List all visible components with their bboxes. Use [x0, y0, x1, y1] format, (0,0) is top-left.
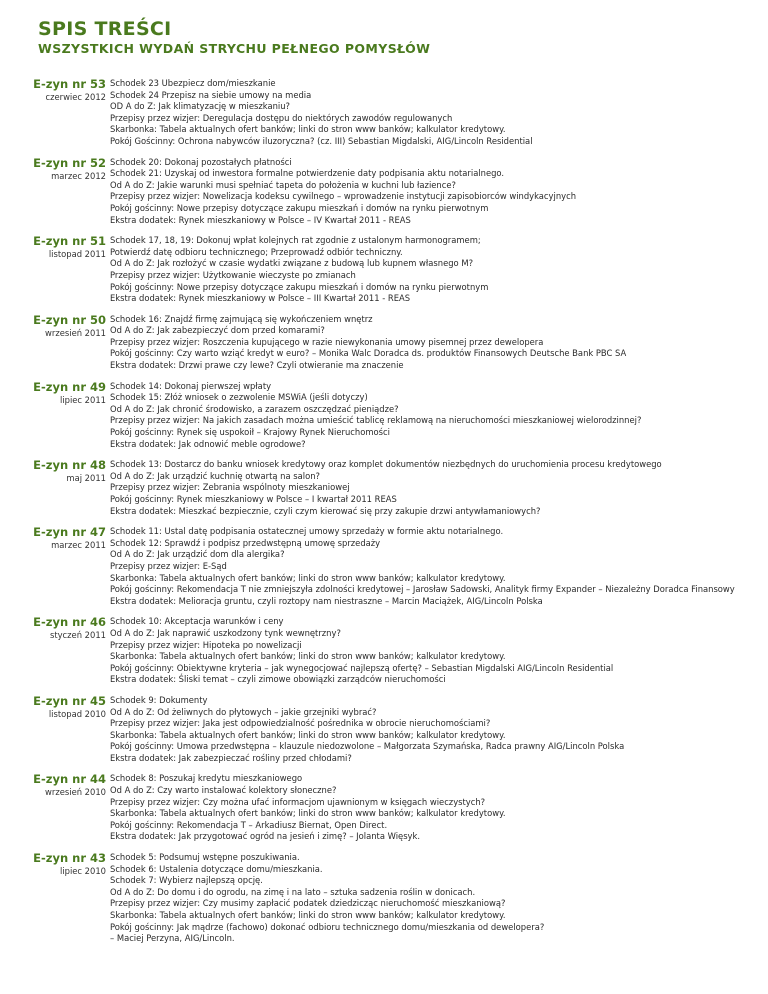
issue-meta [0, 157, 106, 182]
content-line: – Maciej Perzyna, AIG/Lincoln. [110, 933, 235, 944]
content-line: Schodek 8: Poszukaj kredytu mieszkaniowego [110, 773, 303, 784]
content-line: Skarbonka: Tabela aktualnych ofert banków; linki do stron www banków; kalkulator kredytowy. [110, 808, 506, 819]
issue-name: E-zyn nr 52 [33, 155, 106, 170]
content-line: Ekstra dodatek: Jak odnowić meble ogrodowe? [110, 438, 306, 449]
content-line: Ekstra dodatek: Śliski temat – czyli zimowe obowiązki zarządców nieruchomości [110, 674, 446, 685]
issue-date: maj 2011 [66, 473, 106, 484]
content-line: Przepisy przez wizjer: E-Sąd [110, 560, 227, 571]
issue-meta [0, 78, 106, 103]
issue-contents [110, 526, 768, 607]
content-line: Skarbonka: Tabela aktualnych ofert banków; linki do stron www banków; kalkulator kredytowy. [110, 651, 506, 662]
issue-name: E-zyn nr 43 [33, 851, 106, 866]
issue-name: E-zyn nr 47 [33, 525, 106, 540]
issue-contents [110, 459, 768, 517]
content-line: Przepisy przez wizjer: Nowelizacja kodeksu cywilnego – wprowadzenie instytucji zapisobiorców windykacyjnych [110, 191, 576, 202]
content-line: OD A do Z: Jak klimatyzację w mieszkaniu? [110, 101, 290, 112]
content-line: Pokój gościnny: Rynek się uspokoił – Krajowy Rynek Nieruchomości [110, 427, 390, 438]
issue-name: E-zyn nr 44 [33, 772, 106, 787]
content-line: Przepisy przez wizjer: Hipoteka po nowelizacji [110, 639, 302, 650]
page-subtitle: WSZYSTKICH WYDAŃ STRYCHU PEŁNEGO POMYSŁÓW [38, 41, 431, 56]
issue-meta [0, 695, 106, 720]
issue-contents [110, 235, 768, 305]
content-line: Ekstra dodatek: Rynek mieszkaniowy w Polsce – III Kwartał 2011 - REAS [110, 293, 411, 304]
content-line: Pokój Gościnny: Ochrona nabywców iluzoryczna? (cz. III) Sebastian Migdalski, AIG/Lincoln Residential [110, 135, 533, 146]
content-line: Od A do Z: Jak zabezpieczyć dom przed komarami? [110, 325, 325, 336]
issue-name: E-zyn nr 51 [33, 234, 106, 249]
issue-name: E-zyn nr 48 [33, 458, 106, 473]
content-line: Od A do Z: Jak urządzić kuchnię otwartą na salon? [110, 470, 320, 481]
issue-entry [0, 381, 768, 451]
issue-meta [0, 526, 106, 551]
content-line: Pokój gościnny: Rekomendacja T nie zmniejszyła zdolności kredytowej – Jarosław Sadowski, Analityk firmy Expander – Niezależny Doradca Finansowy [110, 584, 735, 595]
issue-date: listopad 2011 [48, 249, 106, 260]
issue-date: wrzesień 2010 [45, 787, 106, 798]
issue-date: wrzesień 2011 [45, 327, 106, 338]
issue-entry [0, 526, 768, 607]
content-line: Od A do Z: Do domu i do ogrodu, na zimę i na lato – sztuka sadzenia roślin w donicach. [110, 886, 476, 897]
content-line: Ekstra dodatek: Mieszkać bezpiecznie, czyli czym kierować się przy zakupie drzwi antywłamaniowych? [110, 505, 541, 516]
content-line: Pokój gościnny: Umowa przedwstępna – klauzule niedozwolone – Małgorzata Szymańska, Radca prawny AIG/Lincoln Polska [110, 741, 625, 752]
content-line: Skarbonka: Tabela aktualnych ofert banków; linki do stron www banków; kalkulator kredytowy. [110, 729, 506, 740]
content-line: Ekstra dodatek: Jak zabezpieczać rośliny przed chłodami? [110, 752, 352, 763]
content-line: Schodek 5: Podsumuj wstępne poszukiwania. [110, 852, 300, 863]
content-line: Przepisy przez wizjer: Roszczenia kupującego w razie niewykonania umowy pisemnej przez dewelopera [110, 336, 544, 347]
issue-date: marzec 2011 [51, 540, 106, 551]
issue-entry [0, 852, 768, 945]
content-line: Schodek 21: Uzyskaj od inwestora formalne potwierdzenie daty podpisania aktu notarialnego. [110, 168, 505, 179]
content-line: Przepisy przez wizjer: Czy musimy zapłacić podatek dziedzicząc nieruchomość mieszkaniową? [110, 898, 506, 909]
content-line: Od A do Z: Jakie warunki musi spełniać tapeta do położenia w kuchni lub łazience? [110, 179, 456, 190]
issue-meta [0, 235, 106, 260]
content-line: Schodek 9: Dokumenty [110, 694, 208, 705]
content-line: Schodek 14: Dokonaj pierwszej wpłaty [110, 380, 272, 391]
content-line: Schodek 11: Ustal datę podpisania ostatecznej umowy sprzedaży w formie aktu notarialnego. [110, 526, 504, 537]
page-title: SPIS TREŚCI [38, 18, 172, 40]
issue-name: E-zyn nr 50 [33, 312, 106, 327]
issue-date: czerwiec 2012 [45, 92, 106, 102]
content-line: Schodek 17, 18, 19: Dokonuj wpłat kolejnych rat zgodnie z ustalonym harmonogramem; [110, 235, 481, 246]
issue-meta [0, 852, 106, 877]
issue-meta [0, 616, 106, 641]
content-line: Skarbonka: Tabela aktualnych ofert banków; linki do stron www banków; kalkulator kredytowy. [110, 124, 506, 135]
content-line: Pokój gościnny: Czy warto wziąć kredyt w euro? – Monika Walc Doradca ds. produktów Finansowych Deutsche Bank PBC SA [110, 348, 627, 359]
content-line: Schodek 15: Złóż wniosek o zezwolenie MSWiA (jeśli dotyczy) [110, 392, 368, 403]
content-line: Schodek 6: Ustalenia dotyczące domu/mieszkania. [110, 863, 323, 874]
issue-entry [0, 235, 768, 305]
issue-meta [0, 381, 106, 406]
issue-date: lipiec 2011 [59, 394, 106, 405]
content-line: Przepisy przez wizjer: Użytkowanie wieczyste po zmianach [110, 269, 356, 280]
content-line: Pokój gościnny: Rekomendacja T – Arkadiusz Biernat, Open Direct. [110, 819, 388, 830]
issue-name: E-zyn nr 49 [33, 379, 106, 394]
content-line: Przepisy przez wizjer: Jaka jest odpowiedzialność pośrednika w obrocie nieruchomościami? [110, 718, 491, 729]
issue-meta [0, 314, 106, 339]
content-line: Schodek 24 Przepisz na siebie umowy na media [110, 89, 312, 100]
content-line: Od A do Z: Jak chronić środowisko, a zarazem oszczędzać pieniądze? [110, 403, 399, 414]
issue-entry [0, 314, 768, 372]
content-line: Przepisy przez wizjer: Deregulacja dostępu do niektórych zawodów regulowanych [110, 112, 453, 123]
content-line: Od A do Z: Czy warto instalować kolektory słoneczne? [110, 785, 337, 796]
issue-date: listopad 2010 [48, 708, 106, 719]
issue-entry [0, 773, 768, 843]
issue-entry [0, 695, 768, 765]
content-line: Pokój gościnny: Rynek mieszkaniowy w Polsce – I kwartał 2011 REAS [110, 494, 397, 504]
content-line: Przepisy przez wizjer: Na jakich zasadach można umieścić tablicę reklamową na nieruchomości mieszkaniowej wielorodzinnej? [110, 415, 642, 426]
issue-contents [110, 381, 768, 451]
issue-contents [110, 157, 768, 227]
content-line: Od A do Z: Od żeliwnych do płytowych – jakie grzejniki wybrać? [110, 706, 377, 717]
content-line: Potwierdź datę odbioru technicznego; Przeprowadź odbiór techniczny. [110, 246, 403, 257]
issue-contents [110, 78, 768, 148]
issue-contents [110, 314, 768, 372]
content-line: Schodek 16: Znajdź firmę zajmującą się wykończeniem wnętrz [110, 313, 373, 324]
content-line: Schodek 12: Sprawdź i podpisz przedwstępną umowę sprzedaży [110, 537, 381, 548]
issue-date: styczeń 2011 [49, 630, 106, 641]
content-line: Przepisy przez wizjer: Zebrania wspólnoty mieszkaniowej [110, 482, 350, 493]
content-line: Od A do Z: Jak rozłożyć w czasie wydatki związane z budową lub kupnem własnego M? [110, 258, 474, 269]
content-line: Skarbonka: Tabela aktualnych ofert banków; linki do stron www banków; kalkulator kredytowy. [110, 910, 506, 920]
content-line: Skarbonka: Tabela aktualnych ofert banków; linki do stron www banków; kalkulator kredytowy. [110, 572, 506, 583]
issue-contents [110, 852, 768, 945]
content-line: Schodek 10: Akceptacja warunków i ceny [110, 616, 284, 627]
issue-contents [110, 695, 768, 765]
issue-meta [0, 459, 106, 484]
content-line: Schodek 20: Dokonaj pozostałych płatności [110, 156, 292, 167]
issue-date: marzec 2012 [51, 170, 106, 181]
content-line: Schodek 7: Wybierz najlepszą opcję. [110, 875, 263, 886]
content-line: Od A do Z: Jak urządzić dom dla alergika? [110, 549, 285, 560]
content-line: Schodek 23 Ubezpiecz dom/mieszkanie [110, 78, 276, 88]
content-line: Ekstra dodatek: Rynek mieszkaniowy w Polsce – IV Kwartał 2011 - REAS [110, 214, 411, 225]
content-line: Ekstra dodatek: Jak przygotować ogród na jesień i zimę? – Jolanta Więsyk. [110, 831, 421, 842]
issue-entry [0, 157, 768, 227]
issue-entry [0, 459, 768, 517]
issue-contents [110, 616, 768, 686]
content-line: Pokój gościnny: Nowe przepisy dotyczące zakupu mieszkań i domów na rynku pierwotnym [110, 202, 489, 213]
content-line: Pokój gościnny: Nowe przepisy dotyczące zakupu mieszkań i domów na rynku pierwotnym [110, 281, 489, 292]
content-line: Przepisy przez wizjer: Czy można ufać informacjom ujawnionym w księgach wieczystych? [110, 796, 486, 807]
issue-list [0, 78, 768, 954]
content-line: Ekstra dodatek: Drzwi prawe czy lewe? Czyli otwieranie ma znaczenie [110, 360, 404, 371]
content-line: Ekstra dodatek: Melioracja gruntu, czyli roztopy nam niestraszne – Marcin Maciążek, AIG/Lincoln Polska [110, 595, 543, 606]
page-header [38, 18, 430, 57]
content-line: Pokój gościnny: Obiektywne kryteria – jak wynegocjować najlepszą ofertę? – Sebastian Migdalski AIG/Lincoln Residential [110, 662, 614, 673]
issue-date: lipiec 2010 [59, 866, 106, 877]
issue-name: E-zyn nr 46 [33, 615, 106, 630]
issue-name: E-zyn nr 53 [33, 77, 106, 91]
issue-entry [0, 78, 768, 148]
content-line: Od A do Z: Jak naprawić uszkodzony tynk wewnętrzny? [110, 627, 341, 638]
issue-contents [110, 773, 768, 843]
content-line: Pokój gościnny: Jak mądrze (fachowo) dokonać odbioru technicznego domu/mieszkania od dewelopera? [110, 921, 545, 932]
issue-entry [0, 616, 768, 686]
issue-name: E-zyn nr 45 [33, 693, 106, 708]
issue-meta [0, 773, 106, 798]
content-line: Schodek 13: Dostarcz do banku wniosek kredytowy oraz komplet dokumentów niezbędnych do uruchomienia procesu kredytowego [110, 459, 662, 470]
